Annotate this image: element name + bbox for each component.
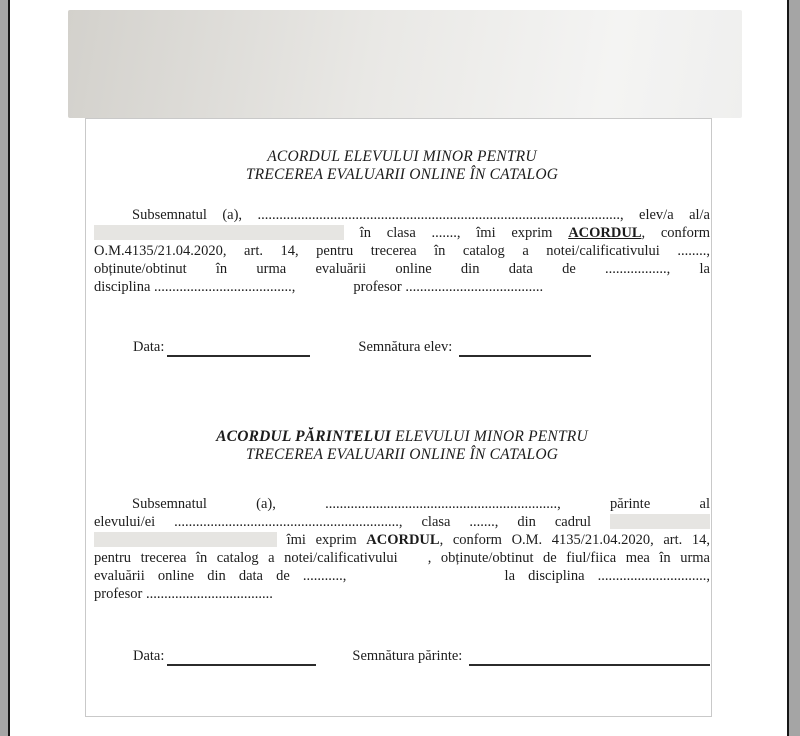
paragraph-line [94, 567, 710, 585]
signature-label: Semnătura părinte: [352, 648, 466, 664]
text-run: , [291, 279, 296, 295]
section-title [94, 148, 710, 184]
text-run: ................. [605, 261, 667, 277]
paragraph-line [94, 224, 710, 242]
text-run: , conform O.M. 4135/21.04.2020, art. 14, [439, 532, 710, 548]
text-run: elevului/ei [94, 514, 175, 530]
date-label: Data: [133, 648, 165, 664]
text-run: ....... [431, 225, 457, 241]
text-run: , la [666, 261, 710, 277]
emphasis-text: ACORDUL [366, 532, 440, 548]
title-line: TRECEREA EVALUARII ONLINE ÎN CATALOG [245, 166, 559, 183]
paragraph-line [94, 495, 710, 513]
text-run: .................................................................................................... [257, 207, 620, 223]
date-line [167, 340, 310, 357]
paragraph-line [94, 278, 710, 296]
paragraph-line [94, 513, 710, 531]
document-body [94, 148, 710, 666]
section-title [94, 428, 710, 464]
paragraph-line [94, 206, 710, 224]
signature-line [469, 649, 710, 666]
text-run: , clasa [398, 514, 470, 530]
text-run: , părinte al [557, 496, 710, 512]
blank-space [346, 579, 491, 580]
signature-label: Semnătura elev: [358, 339, 456, 355]
text-run: , elev/a al/a [619, 207, 710, 223]
section-paragraph [94, 206, 710, 296]
title-line: TRECEREA EVALUARII ONLINE ÎN CATALOG [245, 446, 559, 463]
text-run: ...................................... [154, 279, 292, 295]
blank-space [398, 561, 428, 562]
consent-section [94, 148, 710, 357]
title-line: ACORDUL PĂRINTELUI ELEVULUI MINOR PENTRU [216, 428, 588, 445]
date-label: Data: [133, 339, 165, 355]
text-run: îmi exprim [277, 532, 367, 548]
text-run: , [706, 568, 710, 584]
text-run: profesor [94, 586, 146, 602]
text-run: ...................................... [405, 279, 544, 295]
text-run: Subsemnatul (a), [132, 496, 326, 512]
text-run: în clasa [344, 225, 432, 241]
text-run: , [342, 568, 347, 584]
window-edge-right [789, 0, 800, 736]
redacted-text [610, 514, 710, 529]
redacted-text [94, 225, 344, 240]
document-page [85, 118, 712, 717]
text-run: profesor [353, 279, 406, 295]
window-edge-left [0, 0, 8, 736]
text-run: obținute/obtinut în urma evaluării online din data de [94, 261, 606, 277]
text-run: Subsemnatul (a), [132, 207, 258, 223]
paragraph-line [94, 242, 710, 260]
text-run: , [706, 243, 710, 259]
text-run: , din cadrul [494, 514, 610, 530]
text-run: .............................................................. [174, 514, 399, 530]
paragraph-line [94, 260, 710, 278]
text-run: .............................. [597, 568, 707, 584]
paragraph-line [94, 585, 710, 603]
section-paragraph [94, 495, 710, 603]
signature-line [459, 340, 591, 357]
date-line [167, 649, 316, 666]
paragraph-line [94, 549, 710, 567]
consent-section [94, 428, 710, 666]
title-line: ACORDUL ELEVULUI MINOR PENTRU [267, 148, 537, 165]
emphasis-text: ACORDUL [568, 225, 642, 241]
text-run: , obținute/obtinut de fiul/fiica mea în urma [427, 550, 710, 566]
text-run: pentru trecerea în catalog a notei/calificativului [94, 550, 398, 566]
text-run: , îmi exprim [456, 225, 569, 241]
blank-space [295, 290, 353, 291]
text-run: O.M.4135/21.04.2020, art. 14, pentru trecerea în catalog a notei/calificativului [94, 243, 678, 259]
text-run: ........ [677, 243, 707, 259]
text-run: ................................... [145, 586, 273, 602]
text-run: la disciplina [491, 568, 598, 584]
window-border-left [8, 0, 10, 736]
redacted-letterhead [68, 10, 742, 118]
text-run: ........... [302, 568, 343, 584]
text-run: evaluării online din data de [94, 568, 303, 584]
text-run: ................................................................ [325, 496, 558, 512]
redacted-text [94, 532, 277, 547]
signature-row [133, 337, 710, 357]
text-run: disciplina [94, 279, 155, 295]
signature-row [133, 646, 710, 666]
text-run: , conform [641, 225, 710, 241]
text-run: ....... [469, 514, 495, 530]
paragraph-line [94, 531, 710, 549]
